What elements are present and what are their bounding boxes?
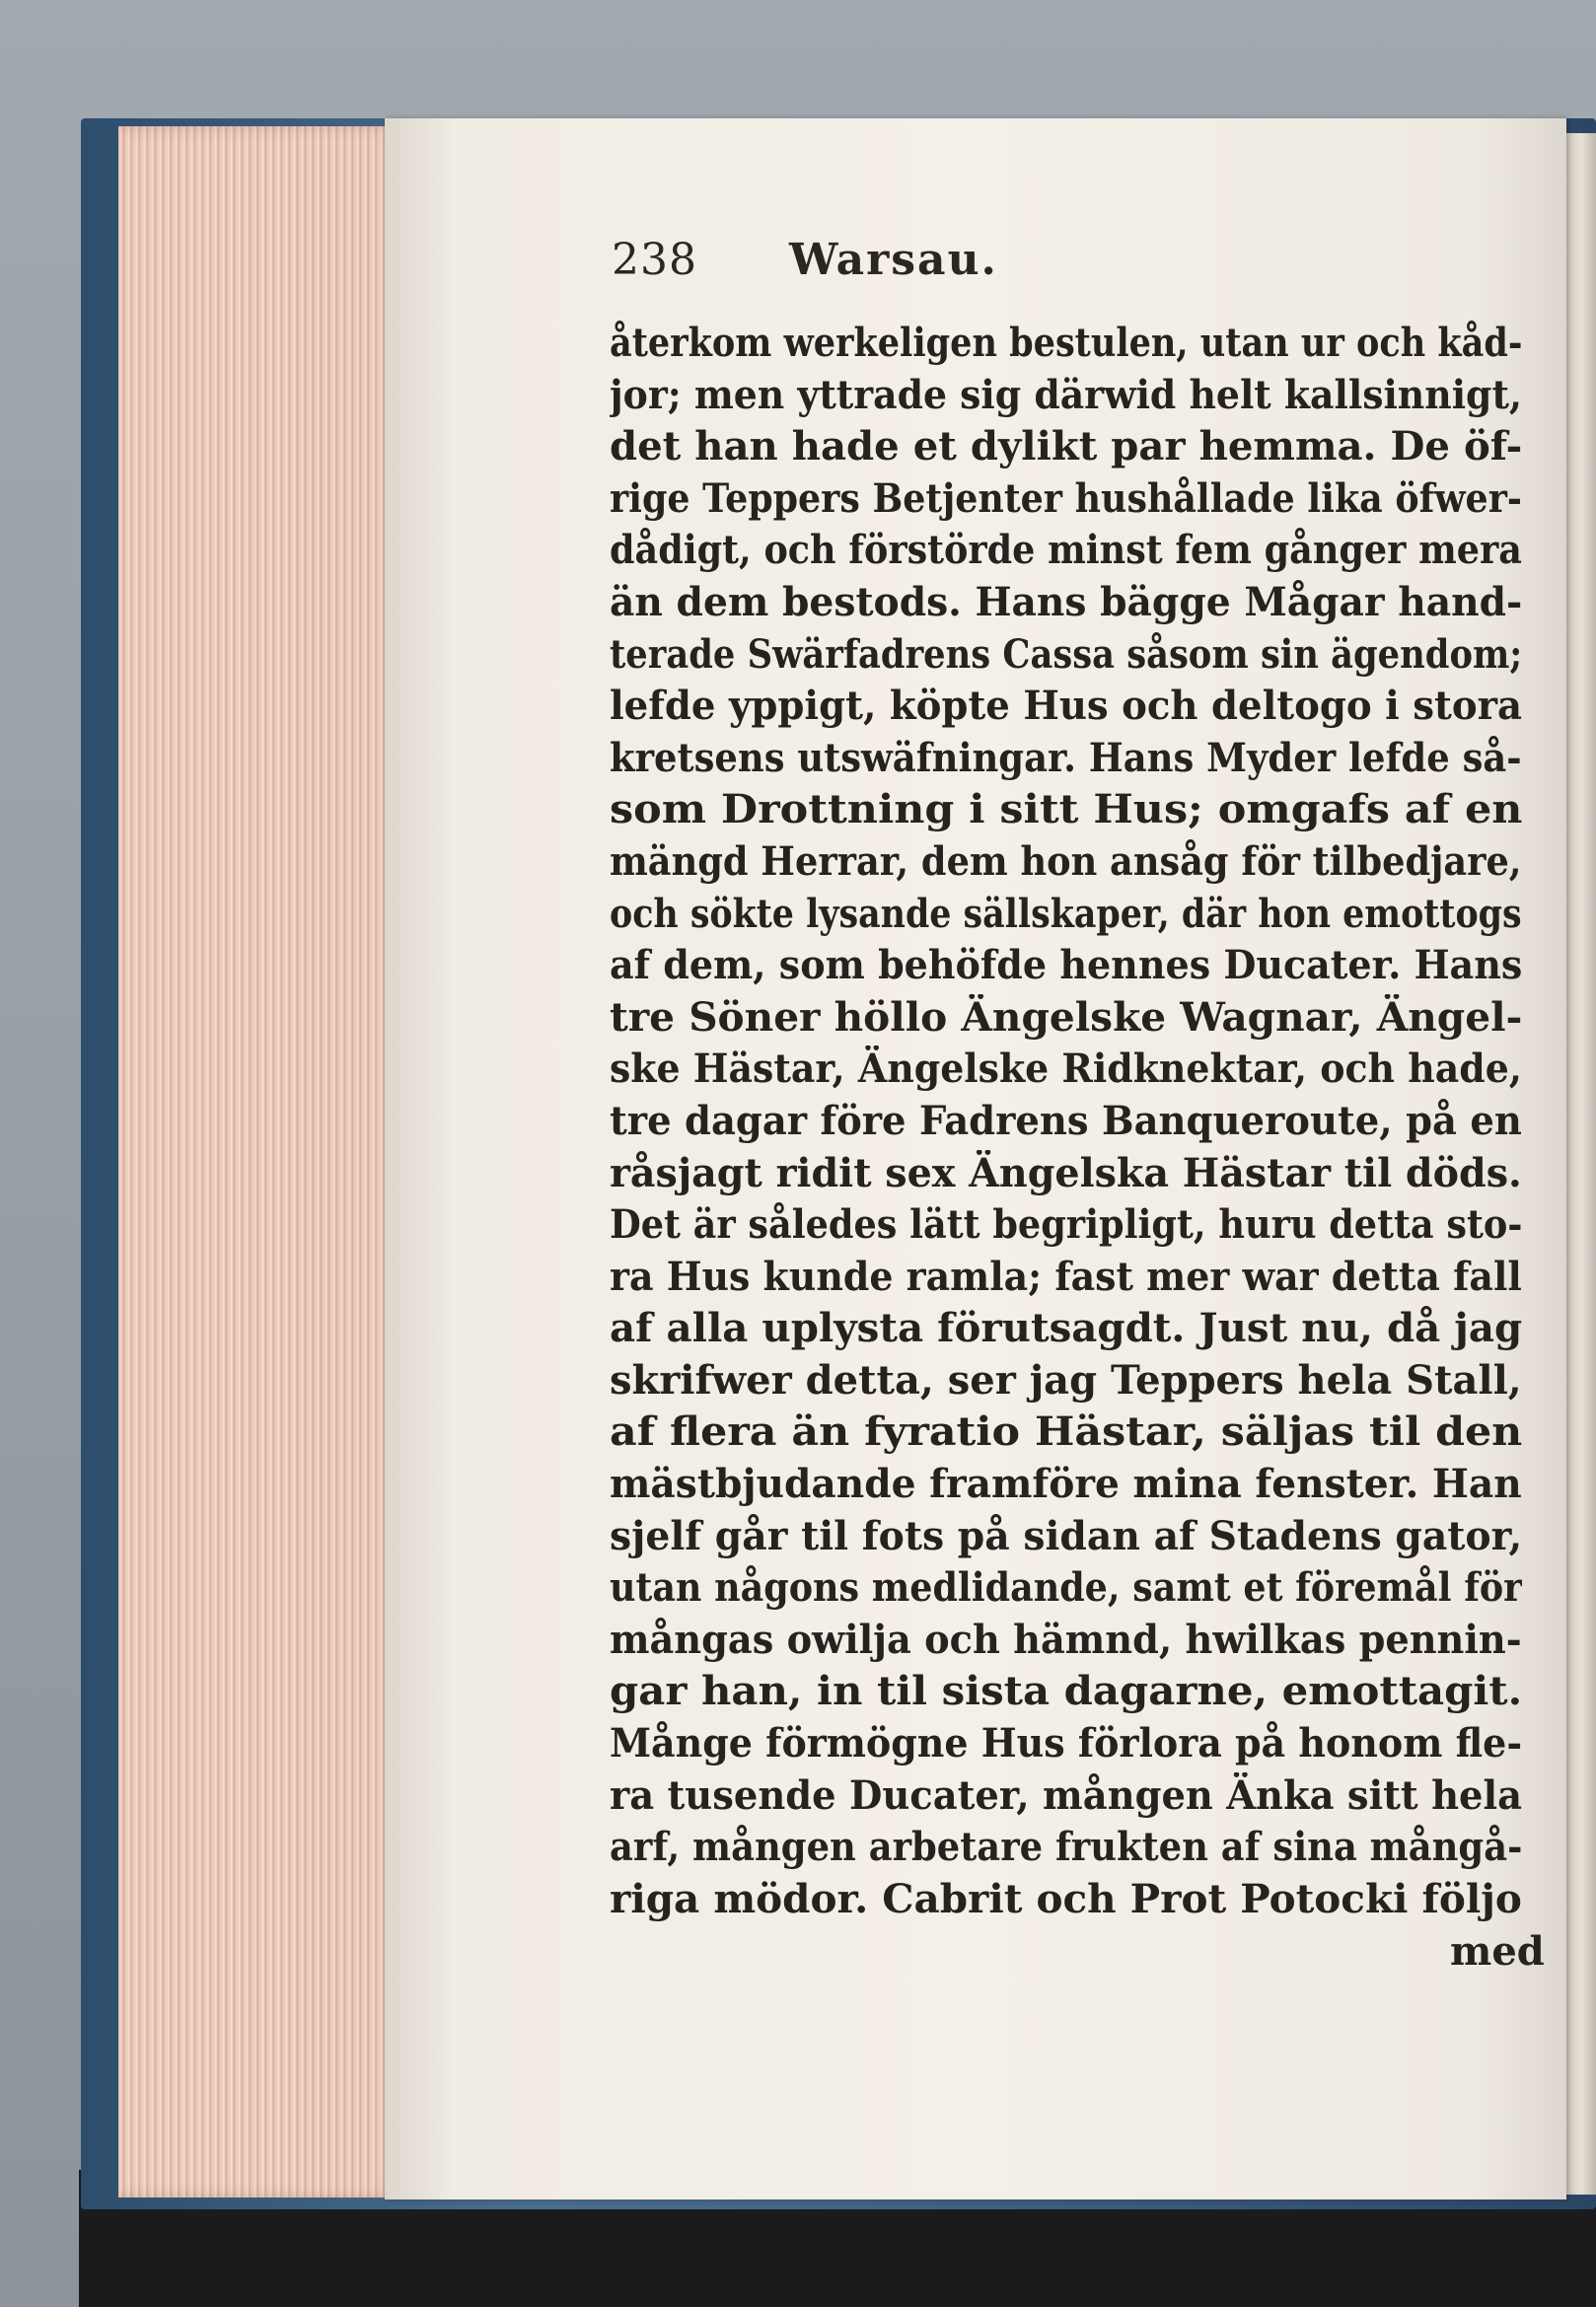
running-head: Warsau. [789,235,998,285]
text-line: mängd Herrar, dem hon ansåg för tilbedjare, [610,837,1522,885]
text-line: och sökte lysande sällskaper, där hon emottogs [610,890,1522,937]
text-line: ra tusende Ducater, mången Änka sitt hela [610,1771,1522,1819]
text-line: Det är således lätt begripligt, huru detta sto- [610,1201,1522,1249]
text-line: Månge förmögne Hus förlora på honom fle- [610,1720,1522,1767]
text-line: sjelf går til fots på sidan af Stadens gator, [610,1512,1522,1559]
text-line: som Drottning i sitt Hus; omgafs af en [610,786,1522,833]
text-line: tre Söner höllo Ängelske Wagnar, Ängel- [610,993,1522,1041]
text-line: riga mödor. Cabrit och Prot Potocki följo [610,1875,1522,1922]
page-header [612,235,1529,294]
text-line: ra Hus kunde ramla; fast mer war detta fall [610,1253,1522,1300]
text-line: af flera än fyratio Hästar, säljas til den [610,1408,1522,1456]
text-line: arf, mången arbetare frukten af sina mångå- [610,1824,1522,1871]
text-line: utan någons medlidande, samt et föremål för [610,1564,1522,1612]
text-line: af alla uplysta förutsagdt. Just nu, då jag [610,1305,1522,1352]
text-line: mästbjudande framföre mina fenster. Han [610,1461,1522,1508]
text-line: ske Hästar, Ängelske Ridknektar, och hade, [610,1045,1522,1093]
text-line: jor; men yttrade sig därwid helt kallsinnigt, [610,371,1522,418]
text-line: skrifwer detta, ser jag Teppers hela Stall, [610,1356,1522,1404]
text-line: gar han, in til sista dagarne, emottagit. [610,1668,1522,1715]
text-line: tre dagar före Fadrens Banqueroute, på en [610,1097,1522,1144]
text-line: dådigt, och förstörde minst fem gånger mera [610,527,1522,574]
body-text [610,318,1522,1925]
text-line: terade Swärfadrens Cassa såsom sin ägendom; [610,630,1522,678]
page-number: 238 [612,235,697,285]
text-line: återkom werkeligen bestulen, utan ur och kåd- [610,320,1522,366]
text-line: lefde yppigt, köpte Hus och deltogo i stora [610,683,1522,730]
text-line: än dem bestods. Hans bägge Mågar hand- [610,578,1522,625]
catchword: med [1450,1927,1545,1975]
text-line: råsjagt ridit sex Ängelska Hästar til döds. [610,1149,1522,1196]
text-line: mångas owilja och hämnd, hwilkas pennin- [610,1616,1522,1663]
text-line: det han hade et dylikt par hemma. De öf- [610,423,1522,470]
text-line: kretsens utswäfningar. Hans Myder lefde så- [610,734,1522,781]
text-line: rige Teppers Betjenter hushållade lika öfwer- [610,474,1522,522]
text-line: af dem, som behöfde hennes Ducater. Hans [610,942,1522,989]
page-edges [118,126,399,2198]
right-page-edge [1566,133,1596,2195]
